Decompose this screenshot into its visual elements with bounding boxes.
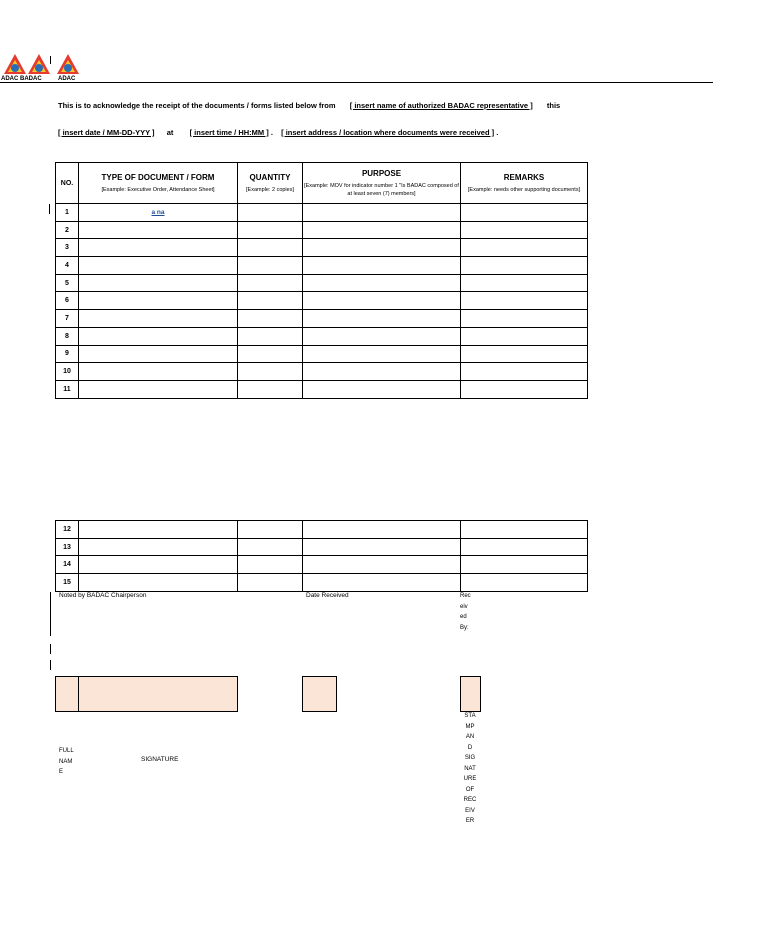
cell-no: 5 [56,274,79,292]
stamp-signature-label [461,711,479,827]
stamp-line: OF [465,786,475,793]
stamp-line: REC [463,797,477,803]
documents-table [55,162,588,399]
date-placeholder[interactable]: [ insert date / MM-DD-YYY ] [58,128,155,137]
cell-type[interactable] [79,363,238,381]
logo-label-1: ADAC [1,76,19,82]
noted-by-label: Noted by BADAC Chairperson [59,592,147,599]
full-name-line: NAM [59,758,73,765]
cell-type[interactable] [79,556,238,574]
left-border-mark-3 [50,660,51,670]
cell-remarks[interactable] [461,363,588,381]
table-row [56,345,588,363]
cell-type[interactable] [79,274,238,292]
adac-logo [2,52,28,78]
cell-quantity[interactable] [238,292,303,310]
header-purpose-title: PURPOSE [361,168,402,178]
received-by-label [460,591,471,633]
full-name-line: E [59,769,64,775]
received-by-line: Rec [460,593,471,599]
cell-quantity[interactable] [238,327,303,345]
noted-by-signature-box[interactable] [78,676,238,712]
cell-remarks[interactable] [461,310,588,328]
cell-type[interactable] [79,204,238,222]
cell-purpose[interactable] [303,521,461,539]
left-border-mark-2 [50,644,51,654]
cell-remarks[interactable] [461,556,588,574]
full-name-label [59,746,74,778]
cell-remarks[interactable] [461,292,588,310]
cell-quantity[interactable] [238,221,303,239]
header-remarks-example: [Example: needs other supporting documents] [467,186,581,193]
stamp-line: SIG [464,755,476,761]
cell-purpose[interactable] [303,274,461,292]
cell-purpose[interactable] [303,327,461,345]
cell-no: 4 [56,257,79,275]
table-row [56,292,588,310]
table-row [56,327,588,345]
table-row [56,538,588,556]
cell-quantity[interactable] [238,556,303,574]
cell-remarks[interactable] [461,327,588,345]
cell-quantity[interactable] [238,257,303,275]
cell-remarks[interactable] [461,274,588,292]
noted-number-box[interactable] [55,676,80,712]
row1-link[interactable]: a na [151,208,165,216]
header-quantity-title: QUANTITY [249,172,291,182]
cell-purpose[interactable] [303,556,461,574]
cell-purpose[interactable] [303,310,461,328]
received-by-line: ed [460,614,467,620]
header-purpose-example: [Example: MOV for indicator number 1 "Is BADAC composed of at least seven (7) members] [304,182,459,197]
header-purpose [303,163,461,204]
cell-no: 10 [56,363,79,381]
logo-label-2: BADAC [20,76,42,82]
badac-logo [26,52,52,78]
rep-placeholder[interactable]: [ insert name of authorized BADAC representative ] [349,101,533,110]
stamp-line: D [467,744,473,751]
cell-no: 15 [56,574,79,592]
header-no: NO. [56,163,79,204]
stamp-line: MP [465,723,475,730]
cell-no: 13 [56,538,79,556]
cell-purpose[interactable] [303,538,461,556]
left-border-mark [50,592,51,636]
table-row [56,380,588,398]
ack-intro: This is to acknowledge the receipt of the documents / forms listed below from [58,101,336,110]
cell-remarks[interactable] [461,345,588,363]
cell-type[interactable] [79,257,238,275]
adac-logo-right [55,52,81,78]
date-received-box[interactable] [302,676,337,712]
cell-type[interactable] [79,310,238,328]
table-row [56,257,588,275]
cell-type[interactable] [79,292,238,310]
table-row [56,521,588,539]
cell-type[interactable] [79,574,238,592]
cell-type[interactable] [79,327,238,345]
received-by-line: By: [460,624,469,631]
cell-quantity[interactable] [238,345,303,363]
header-remarks [461,163,588,204]
cell-quantity[interactable] [238,538,303,556]
cell-no: 9 [56,345,79,363]
cell-remarks[interactable] [461,221,588,239]
header-quantity-example: [Example: 2 copies] [246,186,294,193]
cell-remarks[interactable] [461,380,588,398]
table-row [56,274,588,292]
cell-no: 14 [56,556,79,574]
ack-line-1 [58,101,560,110]
row-marker [49,204,50,214]
this-word: this [546,101,561,110]
cell-type[interactable] [79,538,238,556]
cell-no: 3 [56,239,79,257]
cell-quantity[interactable] [238,363,303,381]
cell-purpose[interactable] [303,239,461,257]
address-placeholder[interactable]: [ insert address / location where documents were received ] [281,128,495,137]
cell-type[interactable] [79,239,238,257]
cell-purpose[interactable] [303,574,461,592]
cell-quantity[interactable] [238,274,303,292]
stamp-line: AN [465,734,475,740]
cell-no: 8 [56,327,79,345]
header-rule [0,82,713,83]
cell-quantity[interactable] [238,574,303,592]
table-row [56,310,588,328]
cell-type[interactable] [79,221,238,239]
logo-label-3: ADAC [58,76,76,82]
cell-quantity[interactable] [238,204,303,222]
logo-divider [50,56,51,64]
header-remarks-title: REMARKS [503,172,545,182]
cell-purpose[interactable] [303,257,461,275]
cell-no: 11 [56,380,79,398]
cell-no: 1 [56,204,79,222]
cell-purpose[interactable] [303,204,461,222]
header-type [79,163,238,204]
cell-quantity[interactable] [238,310,303,328]
cell-remarks[interactable] [461,239,588,257]
cell-no: 2 [56,221,79,239]
stamp-line: EIV [465,807,475,814]
received-by-line: eiv [460,603,468,610]
ack-line-2: [ insert date / MM-DD-YYY ] at [ insert time / HH:MM ] . [ insert address / location where documents were received ] . [58,128,499,137]
stamp-line: ER [465,818,475,824]
cell-remarks[interactable] [461,257,588,275]
cell-purpose[interactable] [303,345,461,363]
cell-remarks[interactable] [461,538,588,556]
cell-no: 6 [56,292,79,310]
stamp-line: URE [463,776,477,782]
time-placeholder[interactable]: [ insert time / HH:MM ] [189,128,269,137]
cell-remarks[interactable] [461,521,588,539]
header-quantity [238,163,303,204]
cell-remarks[interactable] [461,574,588,592]
header-type-title: TYPE OF DOCUMENT / FORM [101,172,215,182]
date-received-label: Date Received [306,592,349,599]
table-row [56,363,588,381]
cell-no: 7 [56,310,79,328]
cell-type[interactable] [79,521,238,539]
stamp-line: NAT [464,765,476,772]
table-row [56,556,588,574]
table-row [56,221,588,239]
signature-label: SIGNATURE [141,756,179,763]
table-row [56,574,588,592]
cell-purpose[interactable] [303,221,461,239]
documents-table-continued [55,520,588,592]
table-row [56,204,588,222]
cell-purpose[interactable] [303,292,461,310]
cell-purpose[interactable] [303,363,461,381]
header-type-example: [Example: Executive Order, Attendance Sheet] [101,186,215,193]
table-row [56,239,588,257]
cell-type[interactable] [79,345,238,363]
cell-no: 12 [56,521,79,539]
table-header-row [56,163,588,204]
cell-quantity[interactable] [238,239,303,257]
cell-type[interactable] [79,380,238,398]
cell-remarks[interactable] [461,204,588,222]
at-word: at [166,128,174,137]
full-name-line: FULL [59,748,74,754]
received-by-box[interactable] [460,676,481,712]
cell-purpose[interactable] [303,380,461,398]
stamp-line: STA [464,713,476,719]
cell-quantity[interactable] [238,521,303,539]
cell-quantity[interactable] [238,380,303,398]
